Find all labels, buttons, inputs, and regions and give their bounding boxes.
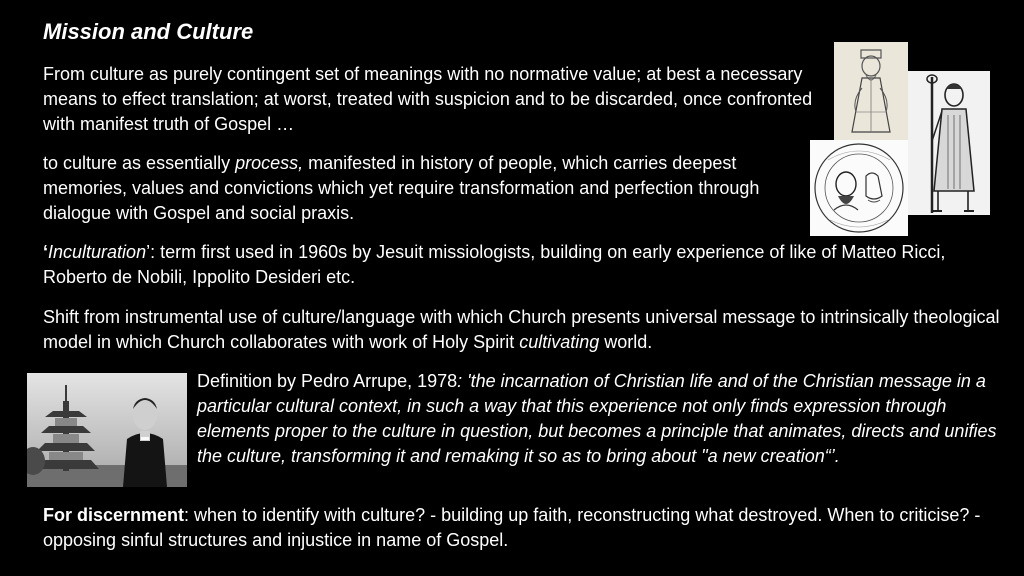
inculturation-term: Inculturation	[48, 242, 147, 262]
paragraph-culture-contingent: From culture as purely contingent set of meanings with no normative value; at best a necessary means to effect translation; at worst, treated with suspicion and to be discarded, once confronted with manifest truth of Gospel …	[43, 64, 813, 134]
standing-figure-with-staff-image	[908, 71, 990, 215]
discernment-label: For discernment	[43, 505, 185, 525]
paragraph-culture-process	[43, 151, 808, 226]
definition-quote: : 'the incarnation of Christian life and of the Christian message in a particular cultural context, in such a way that this experience not only finds expression through elements proper to the culture in question, but becomes a principle that animates, directs and unifies the culture, transforming it and remaking it so as to bring about "a new creation“’.	[197, 371, 997, 466]
cultivating-emphasis: cultivating	[519, 332, 600, 352]
paragraph-inculturation	[43, 240, 1003, 290]
matteo-ricci-sketch-image	[834, 42, 908, 140]
desideri-stamp-image	[810, 140, 908, 236]
definition-lead: Definition by Pedro Arrupe, 1978	[197, 371, 458, 391]
open-quote: ‘	[43, 242, 49, 262]
text: Shift from instrumental use of culture/language with which Church presents universal message to intrinsically theological model in which Church collaborates with work of Holy Spirit	[43, 307, 1000, 352]
paragraph-discernment	[43, 503, 1003, 553]
text: manifested in history of people, which carries deepest memories, values and convictions which yet require transformation and perfection through dialogue with Gospel and social praxis.	[43, 153, 760, 223]
text: to culture as essentially	[43, 153, 236, 173]
pedro-arrupe-photo-image	[27, 373, 187, 487]
process-emphasis: process,	[235, 153, 304, 173]
text: ’: term first used in 1960s by Jesuit missiologists, building on early experience of like of Matteo Ricci, Roberto de Nobili, Ippolito Desideri etc.	[43, 242, 946, 287]
paragraph-shift	[43, 305, 1003, 355]
text: world.	[599, 332, 653, 352]
paragraph-arrupe-definition	[197, 369, 1012, 469]
text: : when to identify with culture? - building up faith, reconstructing what destroyed. When to criticise? - opposing sinful structures and injustice in name of Gospel.	[43, 505, 981, 550]
slide-title: Mission and Culture	[43, 19, 254, 44]
